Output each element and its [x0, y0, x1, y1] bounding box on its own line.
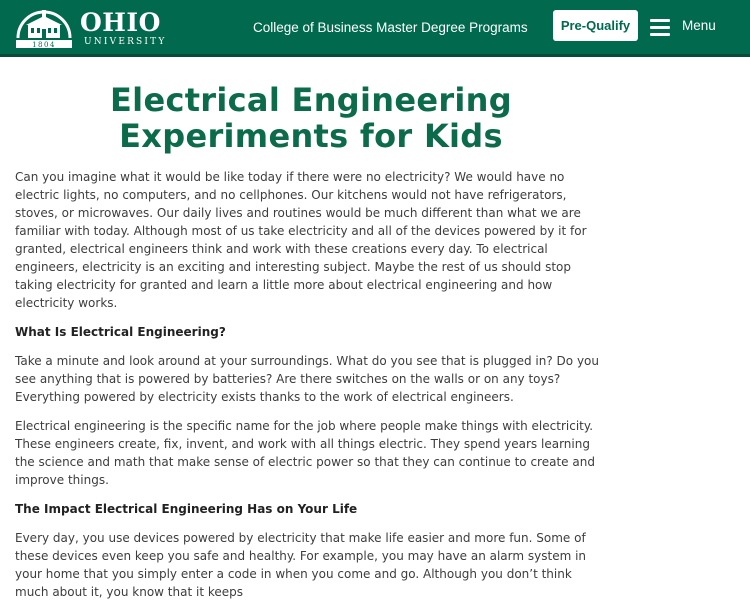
- intro-paragraph: Can you imagine what it would be like today if there were no electricity? We would have no electric lights, no computers, and no cellphones. Our kitchens would not have refrigerators, stoves, or microwaves. Our daily lives and routines would be much different than what we are familiar with today. Although most of us take electricity and all of the devices powered by it for granted, electrical engineers think and work with these creations every day. To electrical engineers, electricity is an exciting and interesting subject. Maybe the rest of us should stop taking electricity for granted and learn a little more about electrical engineering and how electricity works.: [15, 170, 587, 310]
- paragraph-impact: Every day, you use devices powered by electricity that make life easier and more fun. Some of these devices even keep you safe and healthy. For example, you may have an alarm system in your home that you simply enter a code in when you come and go. Although you don’t think much about it, you know that it keeps: [15, 531, 587, 599]
- seal-year: 1804: [32, 41, 56, 49]
- paragraph-what-1: Take a minute and look around at your surroundings. What do you see that is plugged in? Do you see anything that is powered by batteries? Are there switches on the walls or on any toys? Everything powered by electricity exists thanks to the work of electrical engineers.: [15, 354, 599, 404]
- heading-impact: The Impact Electrical Engineering Has on Your Life: [15, 502, 358, 516]
- header-title[interactable]: College of Business Master Degree Programs: [253, 20, 528, 35]
- page-title-line-2: Experiments for Kids: [119, 117, 503, 155]
- pre-qualify-button[interactable]: Pre-Qualify: [553, 10, 638, 41]
- page-title-line-1: Electrical Engineering: [110, 81, 512, 119]
- hamburger-menu-icon[interactable]: [650, 19, 670, 37]
- article-content: [15, 82, 607, 612]
- heading-what-is-ee: What Is Electrical Engineering?: [15, 325, 226, 339]
- page-title: [15, 82, 607, 154]
- logo-subtitle: UNIVERSITY: [84, 37, 167, 47]
- university-seal-icon: [14, 8, 74, 50]
- site-header: [0, 0, 750, 57]
- logo-wordmark: OHIO: [80, 8, 161, 37]
- ohio-university-logo[interactable]: [14, 8, 167, 50]
- paragraph-what-2: Electrical engineering is the specific name for the job where people make things with electricity. These engineers create, fix, invent, and work with all things electric. They spend years learning the science and math that make sense of electric power so that they can continue to create and improve things.: [15, 419, 595, 487]
- menu-label[interactable]: Menu: [682, 18, 716, 33]
